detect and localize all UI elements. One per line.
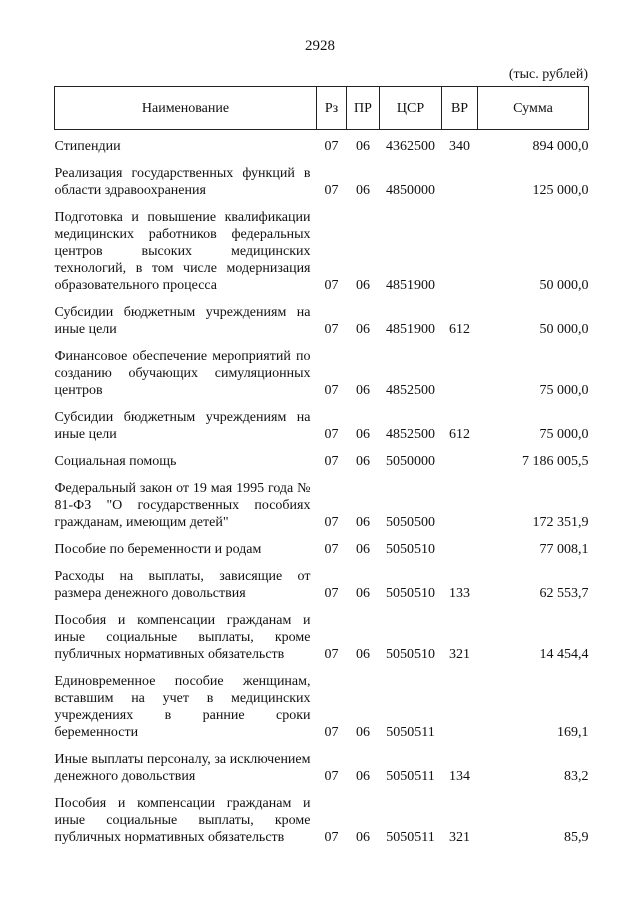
row-name: Пособие по беременности и родам bbox=[54, 542, 262, 557]
row-vr bbox=[442, 670, 478, 743]
row-csr: 4852500 bbox=[386, 427, 435, 442]
row-name: Пособия и компенсации гражданам и иные социальные выплаты, кроме публичных нормативных обязательств bbox=[54, 796, 311, 845]
row-vr bbox=[442, 538, 478, 560]
row-rz: 07 bbox=[324, 515, 339, 530]
row-rz: 07 bbox=[324, 454, 339, 469]
row-vr: 612 bbox=[449, 322, 470, 337]
row-sum: 50 000,0 bbox=[539, 278, 589, 293]
row-rz: 07 bbox=[324, 427, 339, 442]
table-row bbox=[55, 477, 589, 533]
table-row bbox=[55, 450, 589, 472]
row-csr: 5050511 bbox=[386, 769, 435, 784]
row-vr bbox=[442, 162, 478, 201]
row-sum: 77 008,1 bbox=[539, 542, 589, 557]
row-vr: 321 bbox=[449, 647, 470, 662]
table-row bbox=[55, 538, 589, 560]
row-rz: 07 bbox=[324, 322, 339, 337]
row-sum: 14 454,4 bbox=[539, 647, 589, 662]
row-pr: 06 bbox=[356, 278, 370, 293]
budget-table bbox=[54, 86, 589, 848]
row-csr: 5050510 bbox=[386, 586, 435, 601]
row-csr: 4852500 bbox=[386, 383, 435, 398]
row-vr: 321 bbox=[449, 830, 470, 845]
row-name: Подготовка и повышение квалификации медицинских работников федеральных центров высоких медицинских технологий, в том числе модернизация образовательного процесса bbox=[54, 210, 311, 293]
row-sum: 894 000,0 bbox=[532, 139, 589, 154]
row-sum: 85,9 bbox=[564, 830, 589, 845]
row-pr: 06 bbox=[356, 183, 370, 198]
row-csr: 5050511 bbox=[386, 830, 435, 845]
row-vr: 340 bbox=[449, 139, 470, 154]
table-row bbox=[55, 565, 589, 604]
header-csr: ЦСР bbox=[380, 87, 442, 130]
row-name: Стипендии bbox=[54, 139, 121, 154]
row-rz: 07 bbox=[324, 542, 339, 557]
table-row bbox=[55, 792, 589, 848]
row-name: Субсидии бюджетным учреждениям на иные цели bbox=[54, 410, 311, 442]
row-rz: 07 bbox=[324, 725, 339, 740]
row-vr bbox=[442, 450, 478, 472]
row-pr: 06 bbox=[356, 454, 370, 469]
row-name: Расходы на выплаты, зависящие от размера денежного довольствия bbox=[54, 569, 311, 601]
row-csr: 5050500 bbox=[386, 515, 435, 530]
row-pr: 06 bbox=[356, 383, 370, 398]
row-name: Иные выплаты персоналу, за исключением денежного довольствия bbox=[54, 752, 311, 784]
row-name: Пособия и компенсации гражданам и иные социальные выплаты, кроме публичных нормативных обязательств bbox=[54, 613, 311, 662]
table-row bbox=[55, 135, 589, 157]
table-header-row bbox=[55, 87, 589, 130]
row-sum: 172 351,9 bbox=[532, 515, 589, 530]
header-rz: Рз bbox=[317, 87, 347, 130]
row-sum: 75 000,0 bbox=[539, 427, 589, 442]
table-row bbox=[55, 406, 589, 445]
row-rz: 07 bbox=[324, 383, 339, 398]
row-vr: 134 bbox=[449, 769, 470, 784]
header-name: Наименование bbox=[55, 87, 317, 130]
row-vr: 133 bbox=[449, 586, 470, 601]
table-row bbox=[55, 670, 589, 743]
row-rz: 07 bbox=[324, 769, 339, 784]
row-rz: 07 bbox=[324, 830, 339, 845]
row-rz: 07 bbox=[324, 278, 339, 293]
row-name: Финансовое обеспечение мероприятий по созданию обучающих симуляционных центров bbox=[54, 349, 311, 398]
header-vr: ВР bbox=[442, 87, 478, 130]
header-pr: ПР bbox=[347, 87, 380, 130]
row-name: Социальная помощь bbox=[54, 454, 177, 469]
table-row bbox=[55, 206, 589, 296]
row-csr: 4851900 bbox=[386, 278, 435, 293]
row-sum: 7 186 005,5 bbox=[522, 454, 589, 469]
table-row bbox=[55, 345, 589, 401]
row-vr bbox=[442, 477, 478, 533]
row-sum: 50 000,0 bbox=[539, 322, 589, 337]
row-csr: 5050000 bbox=[386, 454, 435, 469]
row-vr bbox=[442, 206, 478, 296]
row-name: Единовременное пособие женщинам, вставшим на учет в медицинских учреждениях в ранние сроки беременности bbox=[54, 674, 311, 740]
row-csr: 5050511 bbox=[386, 725, 435, 740]
row-csr: 5050510 bbox=[386, 647, 435, 662]
row-pr: 06 bbox=[356, 769, 370, 784]
row-pr: 06 bbox=[356, 586, 370, 601]
table-row bbox=[55, 162, 589, 201]
row-pr: 06 bbox=[356, 139, 370, 154]
row-name: Реализация государственных функций в области здравоохранения bbox=[54, 166, 311, 198]
row-csr: 4362500 bbox=[386, 139, 435, 154]
table-row bbox=[55, 301, 589, 340]
row-rz: 07 bbox=[324, 183, 339, 198]
page-number: 2928 bbox=[305, 38, 335, 54]
row-sum: 83,2 bbox=[564, 769, 589, 784]
table-row bbox=[55, 748, 589, 787]
row-pr: 06 bbox=[356, 322, 370, 337]
row-csr: 4850000 bbox=[386, 183, 435, 198]
row-pr: 06 bbox=[356, 830, 370, 845]
row-pr: 06 bbox=[356, 515, 370, 530]
row-pr: 06 bbox=[356, 725, 370, 740]
row-sum: 169,1 bbox=[557, 725, 589, 740]
row-rz: 07 bbox=[324, 586, 339, 601]
row-sum: 75 000,0 bbox=[539, 383, 589, 398]
row-rz: 07 bbox=[324, 139, 339, 154]
row-pr: 06 bbox=[356, 427, 370, 442]
row-pr: 06 bbox=[356, 647, 370, 662]
table-row bbox=[55, 609, 589, 665]
row-sum: 125 000,0 bbox=[532, 183, 589, 198]
row-name: Субсидии бюджетным учреждениям на иные цели bbox=[54, 305, 311, 337]
header-sum: Сумма bbox=[478, 87, 589, 130]
row-csr: 4851900 bbox=[386, 322, 435, 337]
row-sum: 62 553,7 bbox=[539, 586, 589, 601]
row-csr: 5050510 bbox=[386, 542, 435, 557]
row-pr: 06 bbox=[356, 542, 370, 557]
row-vr bbox=[442, 345, 478, 401]
row-vr: 612 bbox=[449, 427, 470, 442]
row-rz: 07 bbox=[324, 647, 339, 662]
row-name: Федеральный закон от 19 мая 1995 года № 81-ФЗ "О государственных пособиях гражданам, имеющим детей" bbox=[54, 481, 311, 530]
units-label: (тыс. рублей) bbox=[508, 67, 588, 82]
